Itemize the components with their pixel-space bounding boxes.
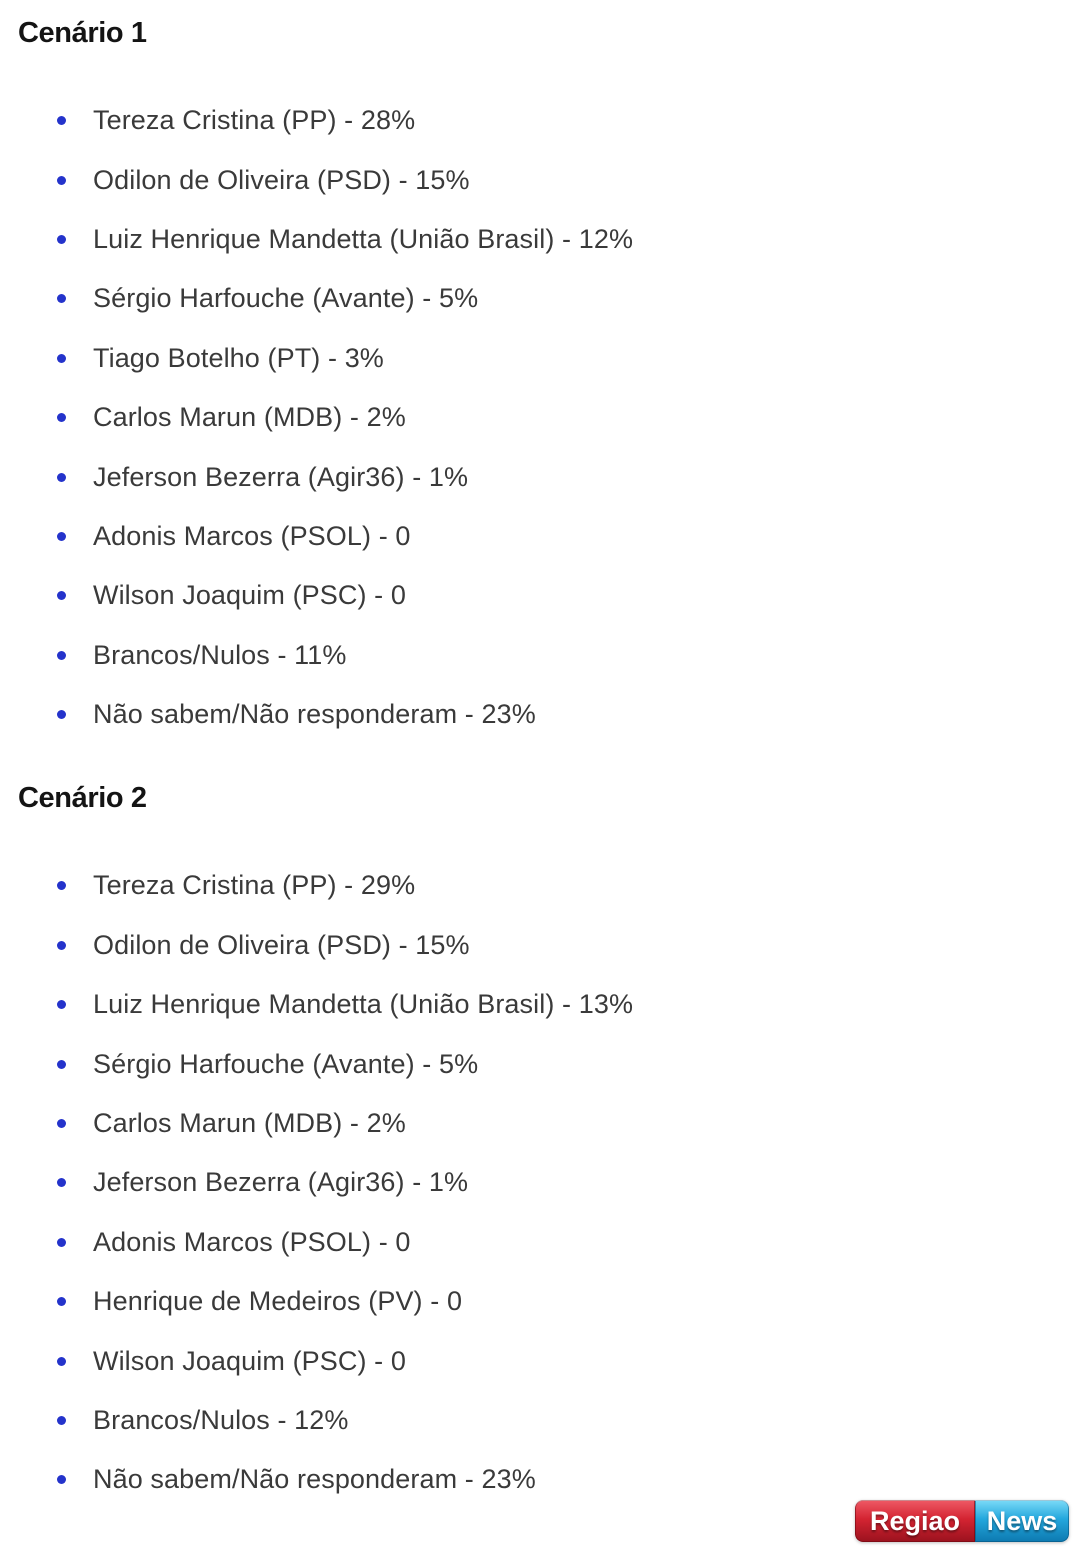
- logo-news-segment: News: [975, 1500, 1069, 1542]
- bullet-icon: [57, 1178, 66, 1187]
- bullet-icon: [57, 1297, 66, 1306]
- list-item-text: Jeferson Bezerra (Agir36) - 1%: [93, 1167, 469, 1198]
- bullet-icon: [57, 1416, 66, 1425]
- article-content: [0, 17, 1080, 1536]
- list-item-text: Carlos Marun (MDB) - 2%: [93, 1108, 406, 1139]
- bullet-icon: [57, 1119, 66, 1128]
- bullet-icon: [57, 710, 66, 719]
- list-item: [0, 1213, 1080, 1272]
- list-item-text: Luiz Henrique Mandetta (União Brasil) - 12%: [93, 223, 634, 254]
- list-item-text: Brancos/Nulos - 12%: [93, 1405, 349, 1435]
- bullet-icon: [57, 176, 66, 185]
- list-item: [0, 1391, 1080, 1450]
- list-item-text: Odilon de Oliveira (PSD) - 15%: [93, 929, 470, 960]
- list-item-text: Wilson Joaquim (PSC) - 0: [93, 1345, 406, 1376]
- bullet-icon: [57, 1238, 66, 1247]
- bullet-icon: [57, 294, 66, 303]
- bullet-icon: [57, 1475, 66, 1484]
- regiao-news-logo: [855, 1500, 1069, 1542]
- bullet-icon: [57, 1357, 66, 1366]
- list-item-text: Tereza Cristina (PP) - 29%: [93, 870, 416, 901]
- list-item-text: Adonis Marcos (PSOL) - 0: [93, 520, 411, 551]
- list-item: [0, 975, 1080, 1034]
- list-item: [0, 685, 1080, 744]
- list-item: [0, 1331, 1080, 1390]
- list-item: [0, 1094, 1080, 1153]
- list-item: [0, 329, 1080, 388]
- scenario-1-list: [0, 91, 1080, 744]
- list-item-text: Adonis Marcos (PSOL) - 0: [93, 1226, 411, 1257]
- list-item-text: Carlos Marun (MDB) - 2%: [93, 402, 406, 433]
- list-item: [0, 388, 1080, 447]
- list-item: [0, 210, 1080, 269]
- list-item-text: Odilon de Oliveira (PSD) - 15%: [93, 164, 470, 195]
- list-item: [0, 916, 1080, 975]
- bullet-icon: [57, 116, 66, 125]
- bullet-icon: [57, 591, 66, 600]
- bullet-icon: [57, 413, 66, 422]
- list-item: [0, 626, 1080, 685]
- list-item-text: Sérgio Harfouche (Avante) - 5%: [93, 283, 479, 314]
- list-item: [0, 1034, 1080, 1093]
- list-item: [0, 447, 1080, 506]
- bullet-icon: [57, 532, 66, 541]
- section-heading-cenario-2: Cenário 2: [18, 782, 147, 815]
- bullet-icon: [57, 881, 66, 890]
- list-item-text: Não sabem/Não responderam - 23%: [93, 699, 536, 730]
- list-item-text: Tereza Cristina (PP) - 28%: [93, 105, 416, 136]
- bullet-icon: [57, 235, 66, 244]
- list-item-text: Wilson Joaquim (PSC) - 0: [93, 580, 406, 611]
- list-item-text: Não sabem/Não responderam - 23%: [93, 1464, 536, 1495]
- list-item-text: Sérgio Harfouche (Avante) - 5%: [93, 1048, 479, 1079]
- list-item-text: Henrique de Medeiros (PV) - 0: [93, 1286, 463, 1317]
- bullet-icon: [57, 354, 66, 363]
- logo-regiao-segment: Regiao: [855, 1500, 975, 1542]
- list-item: [0, 566, 1080, 625]
- list-item: [0, 150, 1080, 209]
- bullet-icon: [57, 1060, 66, 1069]
- list-item: [0, 1272, 1080, 1331]
- bullet-icon: [57, 473, 66, 482]
- list-item: [0, 856, 1080, 915]
- section-heading-cenario-1: Cenário 1: [18, 17, 147, 49]
- list-item-text: Jeferson Bezerra (Agir36) - 1%: [93, 461, 469, 492]
- bullet-icon: [57, 941, 66, 950]
- bullet-icon: [57, 651, 66, 660]
- list-item: [0, 91, 1080, 150]
- list-item: [0, 269, 1080, 328]
- list-item-text: Tiago Botelho (PT) - 3%: [93, 342, 384, 373]
- bullet-icon: [57, 1000, 66, 1009]
- scenario-2-list: [0, 856, 1080, 1509]
- list-item-text: Brancos/Nulos - 11%: [93, 639, 347, 670]
- list-item: [0, 507, 1080, 566]
- list-item-text: Luiz Henrique Mandetta (União Brasil) - 13%: [93, 989, 634, 1020]
- list-item: [0, 1153, 1080, 1212]
